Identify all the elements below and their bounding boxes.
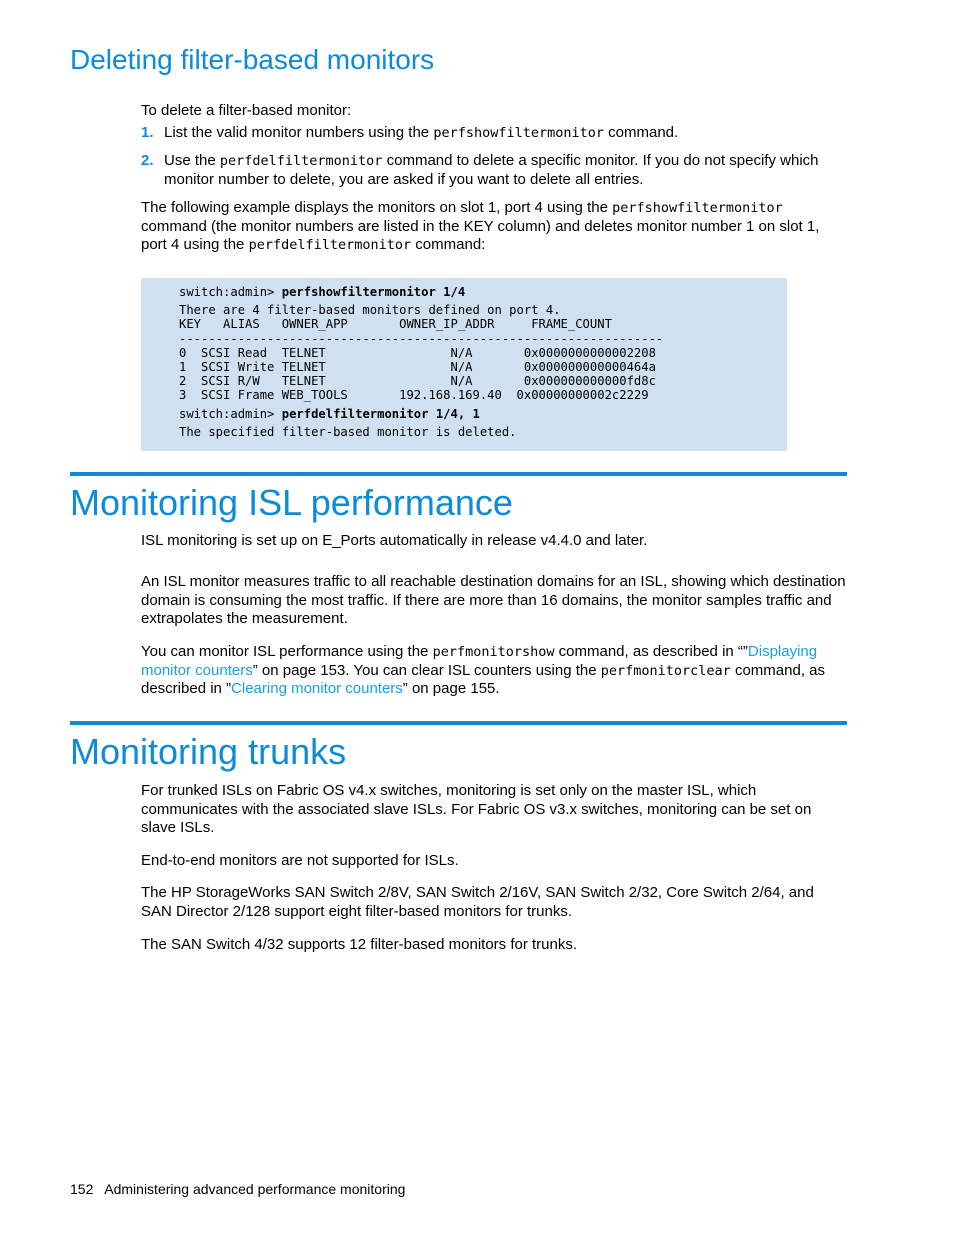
command-inline: perfshowfiltermonitor: [433, 125, 604, 141]
example-description: The following example displays the monitors on slot 1, port 4 using the perfshowfiltermonitor command (the monitor numbers are listed in the KEY column) and deletes monitor number 1 on slot 1, port 4 using the perfdelfiltermonitor command:: [141, 199, 820, 253]
link-displaying-monitor-counters[interactable]: Displaying monitor counters: [141, 643, 818, 679]
step-text: Use the perfdelfiltermonitor command to delete a specific monitor. If you do not specify which monitor number to delete, you are asked if you want to delete all entries.: [164, 152, 819, 188]
code-prompt: switch:admin>: [179, 285, 282, 299]
chapter-title: Administering advanced performance monitoring: [104, 1181, 406, 1197]
section-title-isl-performance: Monitoring ISL performance: [70, 482, 513, 523]
step-text: List the valid monitor numbers using the perfshowfiltermonitor command.: [164, 124, 679, 141]
code-line: There are 4 filter-based monitors defined on port 4.: [179, 303, 561, 318]
command-inline: perfdelfiltermonitor: [248, 237, 412, 253]
isl-paragraph-3: You can monitor ISL performance using the perfmonitorshow command, as described in “”Displaying monitor counters” on page 153. You can clear ISL counters using the perfmonitorclear command, as described in ”Clearing monitor counters” on page 155.: [141, 643, 826, 697]
section-title-deleting-filter-monitors: Deleting filter-based monitors: [70, 44, 435, 75]
code-row: 1 SCSI Write TELNET N/A 0x000000000000464a: [179, 360, 656, 375]
code-prompt: switch:admin>: [179, 406, 282, 421]
isl-paragraph-1: ISL monitoring is set up on E_Ports automatically in release v4.4.0 and later.: [141, 532, 648, 549]
step-1: [141, 124, 847, 143]
code-table-header: KEY ALIAS OWNER_APP OWNER_IP_ADDR FRAME_COUNT: [179, 317, 612, 332]
page-number: 152: [70, 1181, 94, 1197]
section-divider: [70, 472, 847, 476]
code-command: perfdelfiltermonitor 1/4, 1: [281, 406, 480, 421]
code-row: 3 SCSI Frame WEB_TOOLS 192.168.169.40 0x00000000002c2229: [179, 388, 649, 403]
trunks-paragraph-2: End-to-end monitors are not supported for ISLs.: [141, 852, 459, 869]
trunks-paragraph-1: For trunked ISLs on Fabric OS v4.x switches, monitoring is set only on the master ISL, which communicates with the associated slave ISLs. For Fabric OS v3.x switches, monitoring can be set on slave ISLs.: [141, 782, 812, 836]
trunks-paragraph-3: The HP StorageWorks SAN Switch 2/8V, SAN Switch 2/16V, SAN Switch 2/32, Core Switch 2/64, and SAN Director 2/128 support eight filter-based monitors for trunks.: [141, 884, 814, 920]
link-clearing-monitor-counters[interactable]: Clearing monitor counters: [231, 680, 403, 697]
section-divider: [70, 721, 847, 725]
page-footer: [70, 1181, 405, 1197]
section-title-monitoring-trunks: Monitoring trunks: [70, 731, 347, 772]
code-example-block: [141, 278, 787, 451]
command-inline: perfshowfiltermonitor: [612, 200, 783, 216]
command-inline: perfmonitorclear: [600, 662, 731, 679]
command-inline: perfdelfiltermonitor: [219, 153, 383, 169]
step-2: [141, 152, 847, 189]
code-command: perfshowfiltermonitor 1/4: [281, 285, 466, 299]
code-row: 0 SCSI Read TELNET N/A 0x0000000000002208: [179, 345, 656, 360]
isl-paragraph-2: An ISL monitor measures traffic to all reachable destination domains for an ISL, showing which destination domain is consuming the most traffic. If there are more than 16 domains, the monitor samples traffic and extrapolates the measurement.: [141, 573, 846, 627]
section1-intro: To delete a filter-based monitor:: [141, 102, 352, 119]
trunks-paragraph-4: The SAN Switch 4/32 supports 12 filter-based monitors for trunks.: [141, 936, 578, 953]
step-number: 2.: [141, 152, 154, 169]
command-inline: perfmonitorshow: [432, 644, 555, 660]
code-line: The specified filter-based monitor is deleted.: [179, 424, 517, 439]
code-row: 2 SCSI R/W TELNET N/A 0x000000000000fd8c: [179, 374, 656, 389]
code-divider: ------------------------------------------------------------------: [179, 331, 664, 346]
step-number: 1.: [141, 124, 154, 141]
